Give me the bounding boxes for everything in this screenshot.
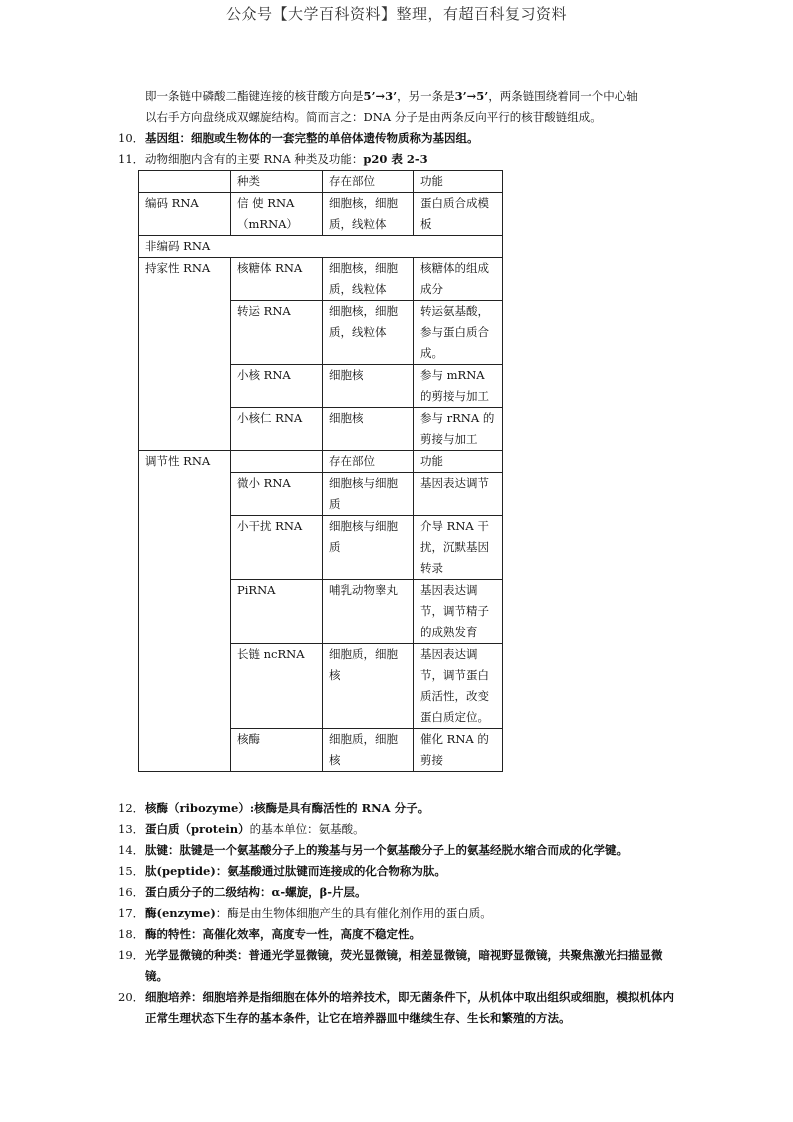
table-reference: p20 表 2-3: [363, 152, 428, 166]
regulatory-rna-label: 调节性 RNA: [139, 451, 231, 473]
direction-5-3: 5’→3’: [363, 89, 398, 103]
list-item-19: 19． 光学显微镜的种类：普通光学显微镜，荧光显微镜，相差显微镜，暗视野显微镜，共聚焦激光扫描显微镜。: [118, 948, 663, 983]
list-item-11: 11． 动物细胞内含有的主要 RNA 种类及功能：p20 表 2-3: [118, 152, 428, 166]
table-row: 微小 RNA 细胞核与细胞质 基因表达调节: [139, 473, 503, 516]
table-row: 小核 RNA 细胞核 参与 mRNA 的剪接与加工: [139, 365, 503, 408]
table-row: 小核仁 RNA 细胞核 参与 rRNA 的剪接与加工: [139, 408, 503, 451]
intro-text-3: ，两条链围绕着同一个中心轴: [488, 89, 638, 103]
page-header: 公众号【大学百科资料】整理，有超百科复习资料: [225, 5, 567, 23]
intro-paragraph: [118, 86, 678, 128]
housekeeping-rna-label: 持家性 RNA: [139, 258, 231, 301]
rna-types-table: [138, 170, 503, 772]
list-item-20: 20． 细胞培养：细胞培养是指细胞在体外的培养技术，即无菌条件下，从机体中取出组织或细胞，模拟机体内正常生理状态下生存的基本条件，让它在培养器皿中继续生存、生长和繁殖的方法。: [118, 990, 674, 1025]
list-item-16: 16． 蛋白质分子的二级结构：α-螺旋，β-片层。: [118, 885, 367, 899]
table-row: 持家性 RNA 核糖体 RNA 细胞核，细胞质，线粒体 核糖体的组成成分: [139, 258, 503, 301]
intro-text-4: 以右手方向盘绕成双螺旋结构。简而言之：DNA 分子是由两条反向平行的核苷酸链组成。: [145, 110, 602, 124]
list-item-13: 13． 蛋白质（protein）的基本单位：氨基酸。: [118, 822, 365, 836]
list-item-14: 14． 肽键：肽键是一个氨基酸分子上的羧基与另一个氨基酸分子上的氨基经脱水缩合而成的化学键。: [118, 843, 628, 857]
table-row: 转运 RNA 细胞核，细胞质，线粒体 转运氨基酸，参与蛋白质合成。: [139, 301, 503, 365]
table-row: PiRNA 哺乳动物睾丸 基因表达调节，调节精子的成熟发育: [139, 580, 503, 644]
table-row: 长链 ncRNA 细胞质，细胞核 基因表达调节，调节蛋白质活性，改变蛋白质定位。: [139, 644, 503, 729]
table-row: 编码 RNA 信 使 RNA （mRNA） 细胞核，细胞质，线粒体 蛋白质合成模板: [139, 193, 503, 236]
table-header-row: [139, 171, 503, 193]
document-body: [118, 86, 678, 1029]
table-row: 小干扰 RNA 细胞核与细胞质 介导 RNA 干扰，沉默基因转录: [139, 516, 503, 580]
noncoding-rna-label: 非编码 RNA: [139, 236, 503, 258]
table-row: [139, 236, 503, 258]
table-row: 核酶 细胞质，细胞核 催化 RNA 的剪接: [139, 729, 503, 772]
intro-text-2: ，另一条是: [397, 89, 455, 103]
list-item-12: 12． 核酶（ribozyme）:核酶是具有酶活性的 RNA 分子。: [118, 801, 430, 815]
table-row: 调节性 RNA 存在部位 功能: [139, 451, 503, 473]
list-item-18: 18． 酶的特性：高催化效率，高度专一性，高度不稳定性。: [118, 927, 421, 941]
direction-3-5: 3’→5’: [454, 89, 489, 103]
header-location: 存在部位: [323, 171, 414, 193]
header-function: 功能: [414, 171, 503, 193]
list-item-10: 10． 基因组：细胞或生物体的一套完整的单倍体遗传物质称为基因组。: [118, 131, 479, 145]
list-item-17: 17． 酶(enzyme)：酶是由生物体细胞产生的具有催化剂作用的蛋白质。: [118, 906, 492, 920]
coding-rna-label: 编码 RNA: [139, 193, 231, 236]
list-item-15: 15． 肽(peptide)：氨基酸通过肽键而连接成的化合物称为肽。: [118, 864, 446, 878]
header-type: 种类: [231, 171, 323, 193]
intro-text-1: 即一条链中磷酸二酯键连接的核苷酸方向是: [145, 89, 364, 103]
definition-list: [118, 798, 678, 1029]
